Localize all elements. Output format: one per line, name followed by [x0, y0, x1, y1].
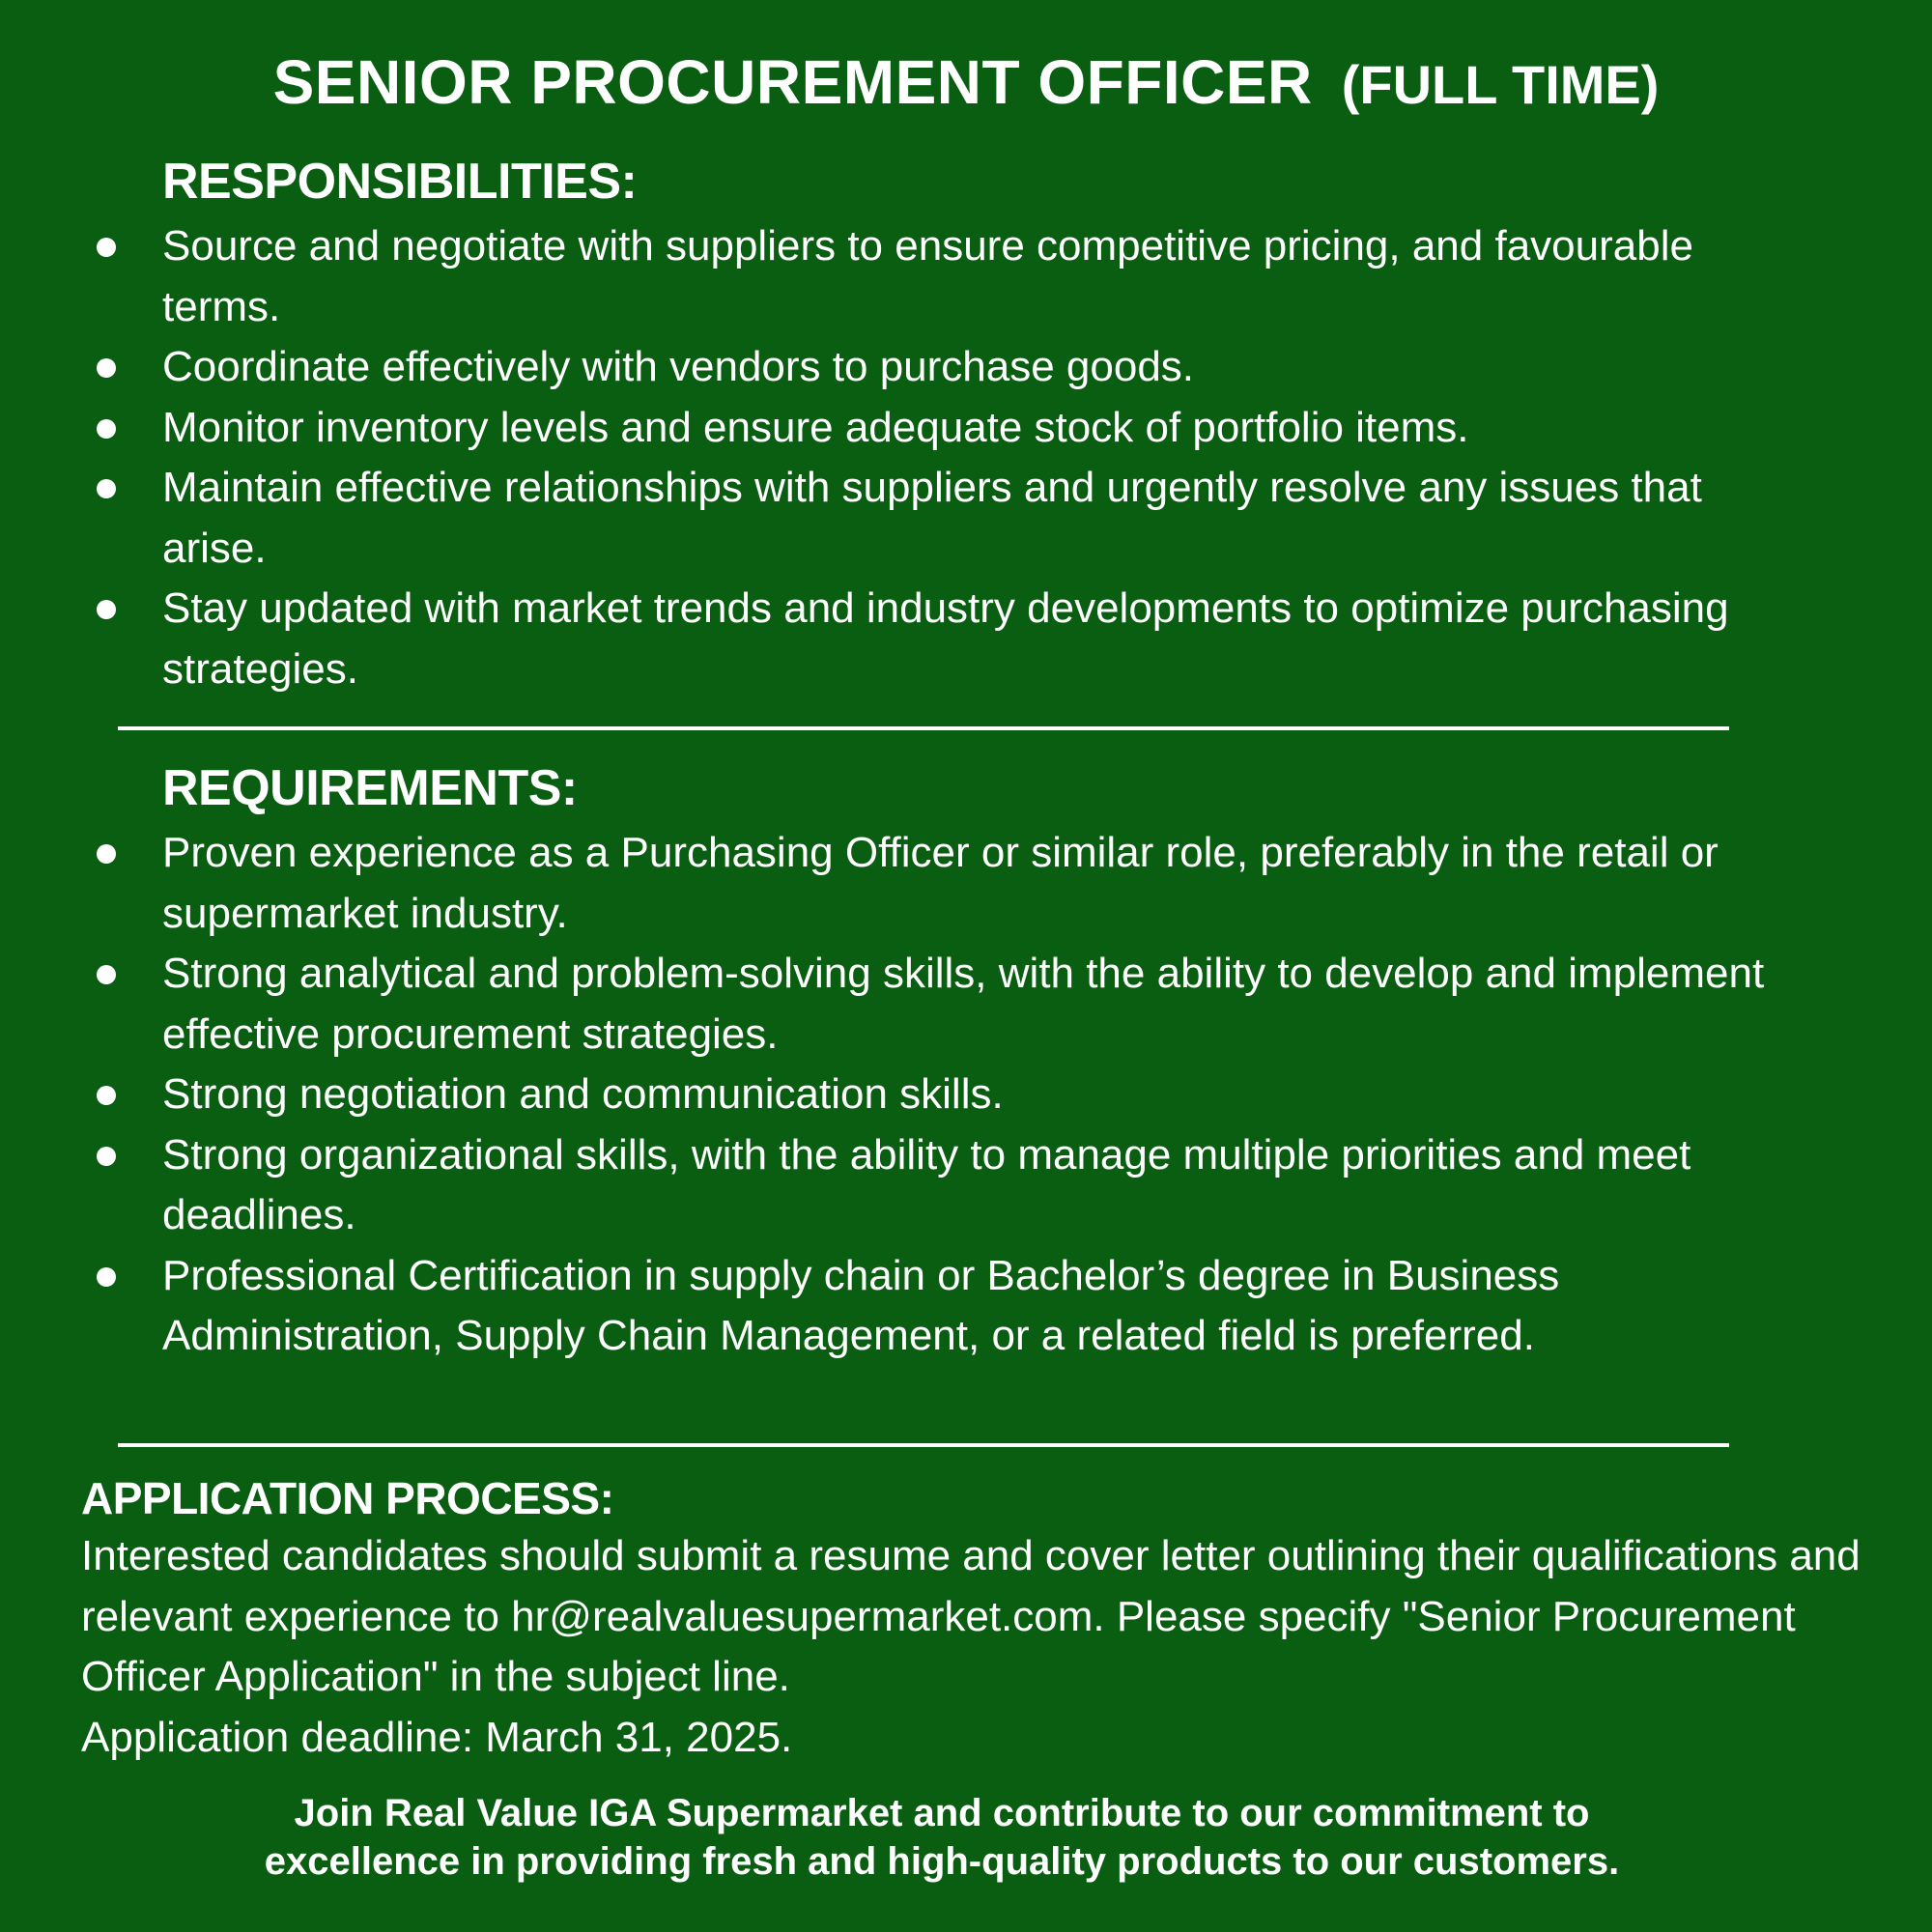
bullet-icon	[97, 479, 116, 498]
bullet-icon	[97, 1086, 116, 1105]
footer-line: Join Real Value IGA Supermarket and contribute to our commitment to	[294, 1792, 1590, 1834]
footer-line: excellence in providing fresh and high-quality products to our customers.	[264, 1840, 1620, 1883]
requirement-item: Proven experience as a Purchasing Officer or similar role, preferably in the retail or supermarket industry.	[0, 823, 1766, 944]
bullet-icon	[97, 1267, 116, 1287]
job-title: SENIOR PROCUREMENT OFFICER	[272, 47, 1313, 117]
bullet-icon	[97, 358, 116, 378]
responsibility-item: Source and negotiate with suppliers to ensure competitive pricing, and favourable terms.	[0, 216, 1766, 337]
requirement-item: Strong analytical and problem-solving skills, with the ability to develop and implement effective procurement strategies.	[0, 944, 1766, 1065]
bullet-icon	[97, 1147, 116, 1166]
application-instructions	[81, 1526, 1897, 1768]
page-title	[0, 46, 1932, 118]
responsibility-item: Maintain effective relationships with suppliers and urgently resolve any issues that arise.	[0, 458, 1766, 579]
responsibility-item: Stay updated with market trends and industry developments to optimize purchasing strategies.	[0, 579, 1766, 699]
employment-type: (FULL TIME)	[1341, 54, 1660, 115]
bullet-icon	[97, 844, 116, 864]
responsibilities-list	[0, 216, 1835, 699]
bullet-icon	[97, 600, 116, 619]
application-heading: APPLICATION PROCESS:	[81, 1473, 614, 1523]
application-deadline: Application deadline: March 31, 2025.	[81, 1713, 793, 1761]
bullet-icon	[97, 238, 116, 257]
section-divider	[118, 1443, 1729, 1447]
section-divider	[118, 726, 1729, 730]
application-body-text: Interested candidates should submit a resume and cover letter outlining their qualifications and relevant experience to hr@realvaluesupermarket.com. Please specify "Senior Procurement Officer Application" in the subject line.	[81, 1532, 1861, 1700]
responsibility-item: Coordinate effectively with vendors to purchase goods.	[0, 337, 1766, 398]
footer-message	[0, 1789, 1884, 1886]
bullet-icon	[97, 965, 116, 984]
requirements-list	[0, 823, 1835, 1367]
responsibility-item: Monitor inventory levels and ensure adequate stock of portfolio items.	[0, 398, 1766, 459]
bullet-icon	[97, 419, 116, 439]
requirements-heading: REQUIREMENTS:	[162, 760, 578, 816]
requirement-item: Strong organizational skills, with the ability to manage multiple priorities and meet deadlines.	[0, 1125, 1766, 1246]
requirement-item: Professional Certification in supply chain or Bachelor’s degree in Business Administration, Supply Chain Management, or a related field is preferred.	[0, 1246, 1766, 1367]
requirement-item: Strong negotiation and communication skills.	[0, 1065, 1766, 1125]
responsibilities-heading: RESPONSIBILITIES:	[162, 154, 638, 210]
